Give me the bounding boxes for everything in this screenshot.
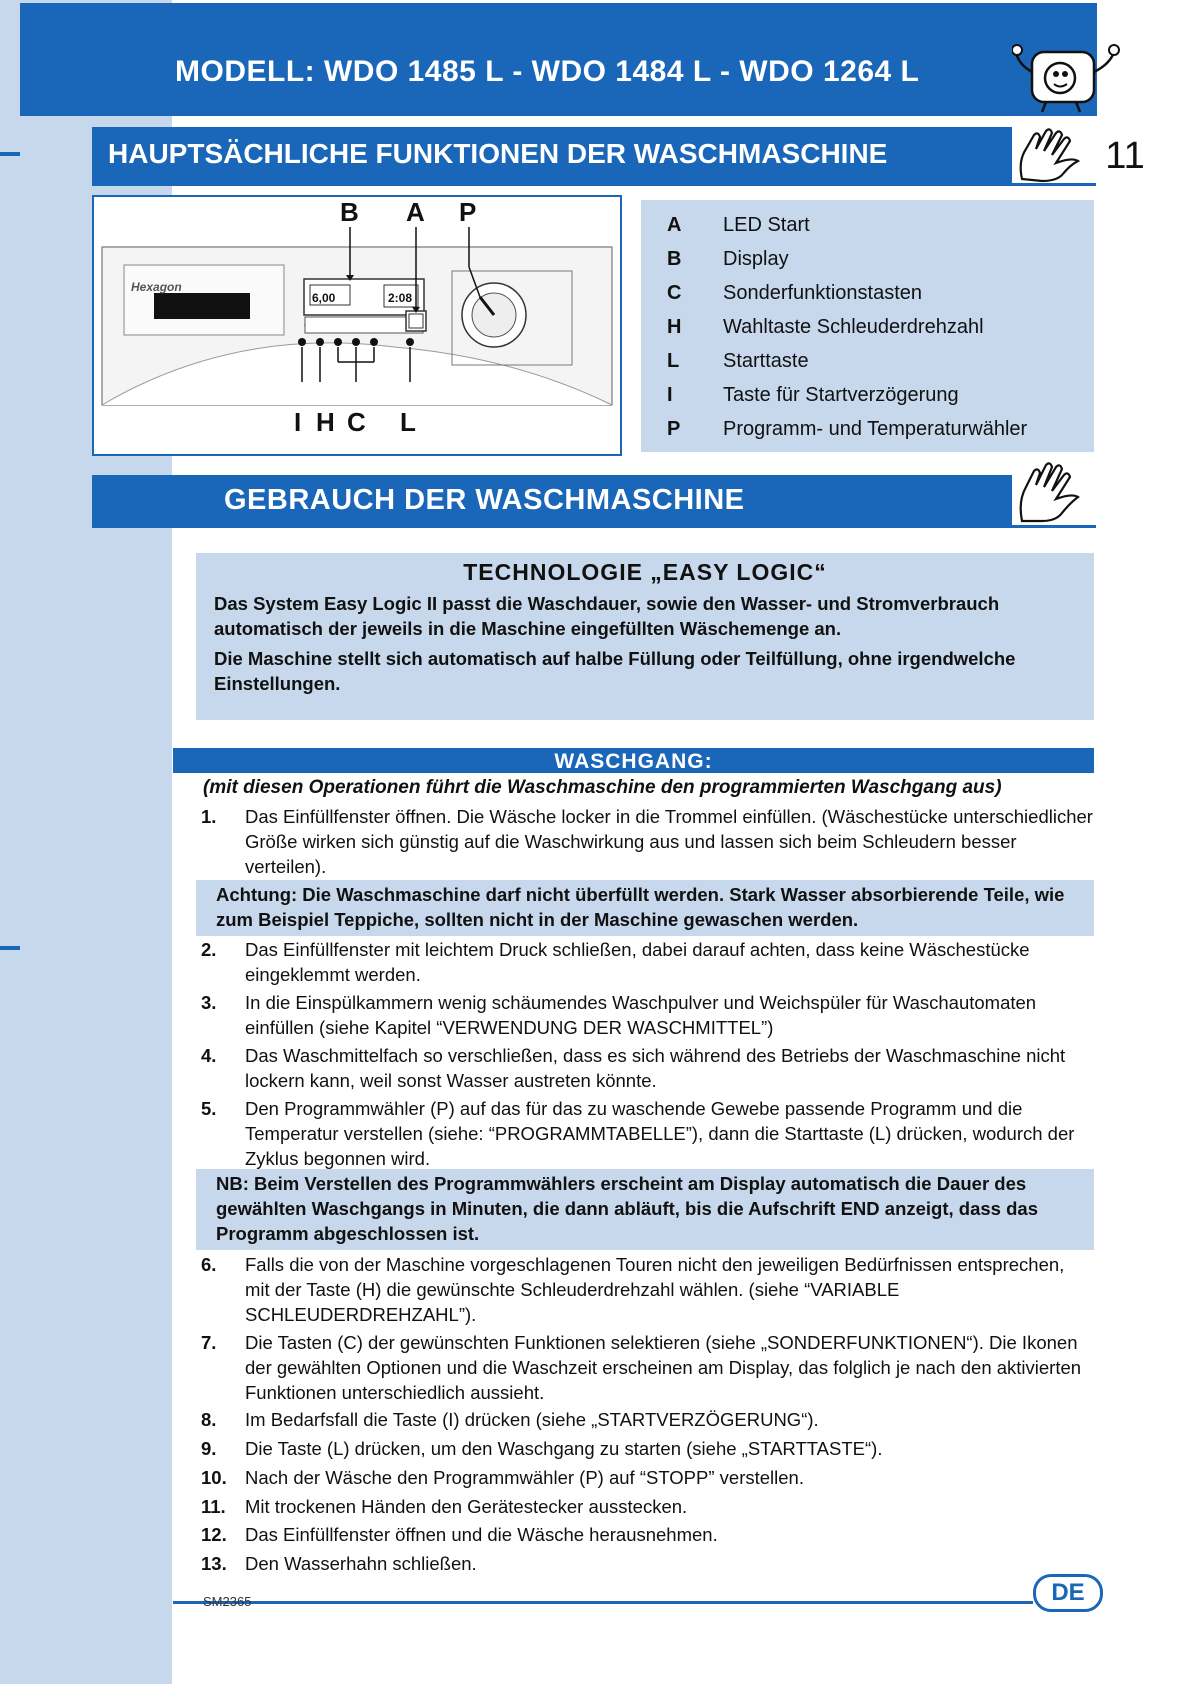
hand-icon-box	[1012, 127, 1095, 183]
figure-legend	[641, 200, 1094, 452]
figure-label-c: C	[347, 407, 366, 437]
legend-row: I Taste für Startverzögerung	[667, 384, 959, 406]
hand-icon	[1012, 127, 1095, 183]
step-item: 7. Die Tasten (C) der gewünschten Funktionen selektieren (siehe „SONDERFUNKTIONEN“). Die Ikonen der gewählten Optionen und die Waschzeit erscheinen am Display, das folglich je nach den aktivierten Funktionen unterschiedlich aussieht.	[201, 1332, 1082, 1403]
legend-row: A LED Start	[667, 214, 810, 236]
legend-row: C Sonderfunktionstasten	[667, 282, 923, 304]
model-title: MODELL: WDO 1485 L - WDO 1484 L - WDO 1264 L	[175, 55, 920, 88]
washing-machine-mascot-icon	[1012, 42, 1122, 114]
step-item: 2. Das Einfüllfenster mit leichtem Druck schließen, dabei darauf achten, dass keine Wäschestücke eingeklemmt werden.	[201, 939, 1030, 985]
legend-row: L Starttaste	[667, 350, 809, 372]
hand-icon-box	[1012, 457, 1095, 525]
step-item: 9. Die Taste (L) drücken, um den Waschgang zu starten (siehe „STARTTASTE“).	[201, 1438, 883, 1459]
section-title: GEBRAUCH DER WASCHMASCHINE	[224, 484, 745, 516]
easy-logic-paragraph: Das System Easy Logic II passt die Waschdauer, sowie den Wasser- und Stromverbrauch automatisch der jeweils in die Maschine eingefüllten Wäschemenge an.	[214, 593, 1000, 639]
margin-tick	[0, 152, 20, 156]
step-item: 5. Den Programmwähler (P) auf das für das zu waschende Gewebe passende Programm und die Temperatur verstellen (siehe: “PROGRAMMTABELLE”), dann die Starttaste (L) drücken, wodurch der Zyklus begonnen wird.	[201, 1098, 1075, 1169]
waschgang-title-bar: WASCHGANG:	[173, 748, 1094, 773]
step-item: 10. Nach der Wäsche den Programmwähler (P) auf “STOPP” verstellen.	[201, 1467, 804, 1488]
step-item: 11. Mit trockenen Händen den Gerätestecker ausstecken.	[201, 1496, 688, 1517]
step-item: 1. Das Einfüllfenster öffnen. Die Wäsche locker in die Trommel einfüllen. (Wäschestücke unterschiedlicher Größe wirken sich günstig auf die Waschwirkung aus und lassen sich beim Schleudern besser verteilen).	[201, 806, 1093, 877]
figure-label-h: H	[316, 407, 335, 437]
footer-line	[173, 1601, 1033, 1604]
hand-icon	[1012, 457, 1095, 525]
legend-row: B Display	[667, 248, 789, 270]
section-underline	[92, 183, 1096, 186]
easy-logic-box	[196, 553, 1094, 720]
step-item: 12. Das Einfüllfenster öffnen und die Wäsche herausnehmen.	[201, 1524, 718, 1545]
section-title: HAUPTSÄCHLICHE FUNKTIONEN DER WASCHMASCHINE	[108, 138, 888, 169]
figure-label-i: I	[294, 407, 302, 437]
page-number: 11	[1105, 135, 1145, 177]
figure-label-p: P	[459, 197, 477, 227]
nb-note: NB: Beim Verstellen des Programmwählers erscheint am Display automatisch die Dauer des gewählten Waschgangs in Minuten, die dann abläuft, bis die Aufschrift END anzeigt, dass das Programm abgeschlossen ist.	[196, 1169, 1094, 1250]
brand-logo: Hexagon	[131, 280, 182, 294]
easy-logic-title: TECHNOLOGIE „EASY LOGIC“	[463, 559, 827, 585]
display-readout: 6,00	[312, 291, 336, 305]
legend-row: P Programm- und Temperaturwähler	[667, 418, 1028, 440]
step-item: 8. Im Bedarfsfall die Taste (I) drücken (siehe „STARTVERZÖGERUNG“).	[201, 1409, 819, 1430]
section-bar	[92, 127, 1012, 183]
legend-row: H Wahltaste Schleuderdrehzahl	[667, 316, 984, 338]
easy-logic-paragraph: Die Maschine stellt sich automatisch auf halbe Füllung oder Teilfüllung, ohne irgendwelche Einstellungen.	[214, 648, 1016, 694]
waschgang-subtitle: (mit diesen Operationen führt die Waschmaschine den programmierten Waschgang aus)	[203, 777, 1002, 798]
figure-label-a: A	[406, 197, 425, 227]
control-panel-figure	[92, 195, 622, 456]
margin-tick	[0, 946, 20, 950]
section-bar	[92, 475, 1012, 525]
step-item: 3. In die Einspülkammern wenig schäumendes Waschpulver und Weichspüler für Waschautomaten einfüllen (siehe Kapitel “VERWENDUNG DER WASCHMITTEL”)	[201, 992, 1037, 1038]
figure-label-l: L	[400, 407, 416, 437]
display-readout-time: 2:08	[388, 291, 413, 305]
section-underline	[92, 525, 1096, 528]
step-item: 13. Den Wasserhahn schließen.	[201, 1553, 477, 1574]
step-item: 6. Falls die von der Maschine vorgeschlagenen Touren nicht den jeweiligen Bedürfnissen entsprechen, mit der Taste (H) die gewünschte Schleuderdrehzahl wählen. (siehe “VARIABLE SCHLEUDERDREHZAHL”).	[201, 1254, 1065, 1325]
warning-note: Achtung: Die Waschmaschine darf nicht überfüllt werden. Stark Wasser absorbierende Teile, wie zum Beispiel Teppiche, sollten nicht in der Maschine gewaschen werden.	[196, 880, 1094, 936]
figure-label-b: B	[340, 197, 359, 227]
step-item: 4. Das Waschmittelfach so verschließen, dass es sich während des Betriebs der Waschmaschine nicht lockern kann, weil sonst Wasser austreten könnte.	[201, 1045, 1066, 1091]
document-code: SM2365	[203, 1594, 252, 1609]
language-badge: DE	[1033, 1574, 1103, 1612]
